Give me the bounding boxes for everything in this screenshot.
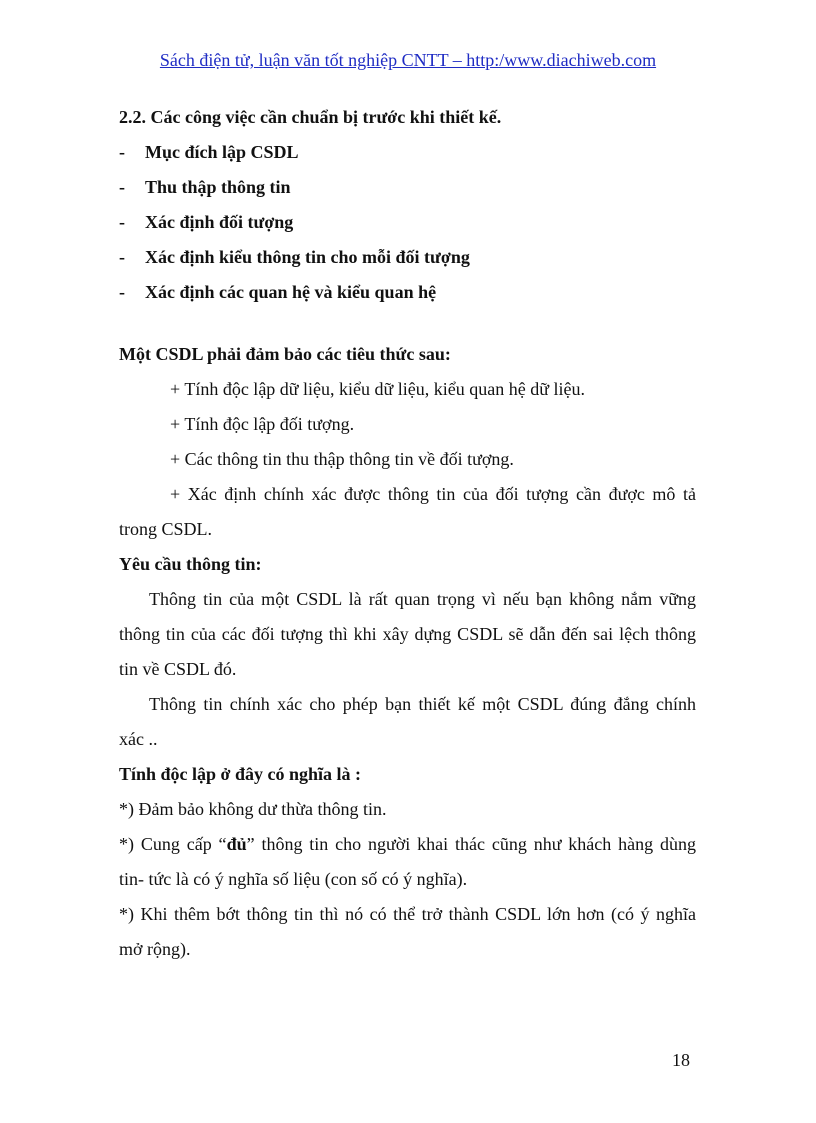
criteria-heading: Một CSDL phải đảm bảo các tiêu thức sau: — [119, 344, 451, 364]
section-heading: 2.2. Các công việc cần chuẩn bị trước khi thiết kế. — [119, 107, 502, 127]
independence-item — [119, 827, 696, 862]
criteria-item-continuation: trong CSDL. — [119, 519, 213, 539]
info-requirements-heading: Yêu cầu thông tin: — [119, 554, 262, 574]
paragraph-line: tin về CSDL đó. — [119, 659, 237, 679]
criteria-item: + Tính độc lập dữ liệu, kiểu dữ liệu, kiểu quan hệ dữ liệu. — [170, 379, 586, 399]
page-number: 18 — [672, 1050, 690, 1070]
page-content — [119, 100, 696, 967]
item-text-post: ” thông tin cho người khai thác cũng như khách hàng dùng — [246, 834, 696, 854]
bullet-item — [119, 240, 696, 275]
bullet-item — [119, 170, 696, 205]
independence-heading: Tính độc lập ở đây có nghĩa là : — [119, 764, 362, 784]
bullet-marker: - — [119, 282, 125, 302]
paragraph-line: Thông tin chính xác cho phép bạn thiết kế một CSDL đúng đắng chính — [149, 694, 696, 714]
bullet-marker: - — [119, 142, 125, 162]
bullet-marker: - — [119, 212, 125, 232]
bullet-marker: - — [119, 247, 125, 267]
paragraph-line: Thông tin của một CSDL là rất quan trọng vì nếu bạn không nắm vững — [149, 589, 696, 609]
bullet-text: Xác định đối tượng — [145, 212, 294, 232]
bullet-marker: - — [119, 177, 125, 197]
bullet-item — [119, 205, 696, 240]
criteria-item: + Các thông tin thu thập thông tin về đối tượng. — [170, 449, 514, 469]
bullet-item — [119, 135, 696, 170]
bullet-item — [119, 275, 696, 310]
bullet-text: Mục đích lập CSDL — [145, 142, 299, 162]
item-text-pre: *) Cung cấp “ — [119, 834, 227, 854]
bullet-text: Thu thập thông tin — [145, 177, 291, 197]
independence-item: *) Khi thêm bớt thông tin thì nó có thể trở thành CSDL lớn hơn (có ý nghĩa — [119, 904, 696, 924]
paragraph-line: xác .. — [119, 729, 158, 749]
item-text-bold: đủ — [226, 834, 247, 854]
spacer — [119, 310, 696, 337]
paragraph-line: thông tin của các đối tượng thì khi xây dựng CSDL sẽ dẫn đến sai lệch thông — [119, 624, 696, 644]
bullet-text: Xác định kiểu thông tin cho mỗi đối tượng — [145, 247, 470, 267]
criteria-item: + Tính độc lập đối tượng. — [170, 414, 355, 434]
independence-item-continuation: mở rộng). — [119, 939, 191, 959]
bullet-text: Xác định các quan hệ và kiểu quan hệ — [145, 282, 437, 302]
independence-item: *) Đảm bảo không dư thừa thông tin. — [119, 799, 387, 819]
header-link[interactable]: Sách điện tử, luận văn tốt nghiệp CNTT – http:/www.diachiweb.com — [159, 50, 657, 70]
criteria-item: + Xác định chính xác được thông tin của đối tượng cần được mô tả — [170, 484, 696, 504]
independence-item-continuation: tin- tức là có ý nghĩa số liệu (con số có ý nghĩa). — [119, 869, 468, 889]
